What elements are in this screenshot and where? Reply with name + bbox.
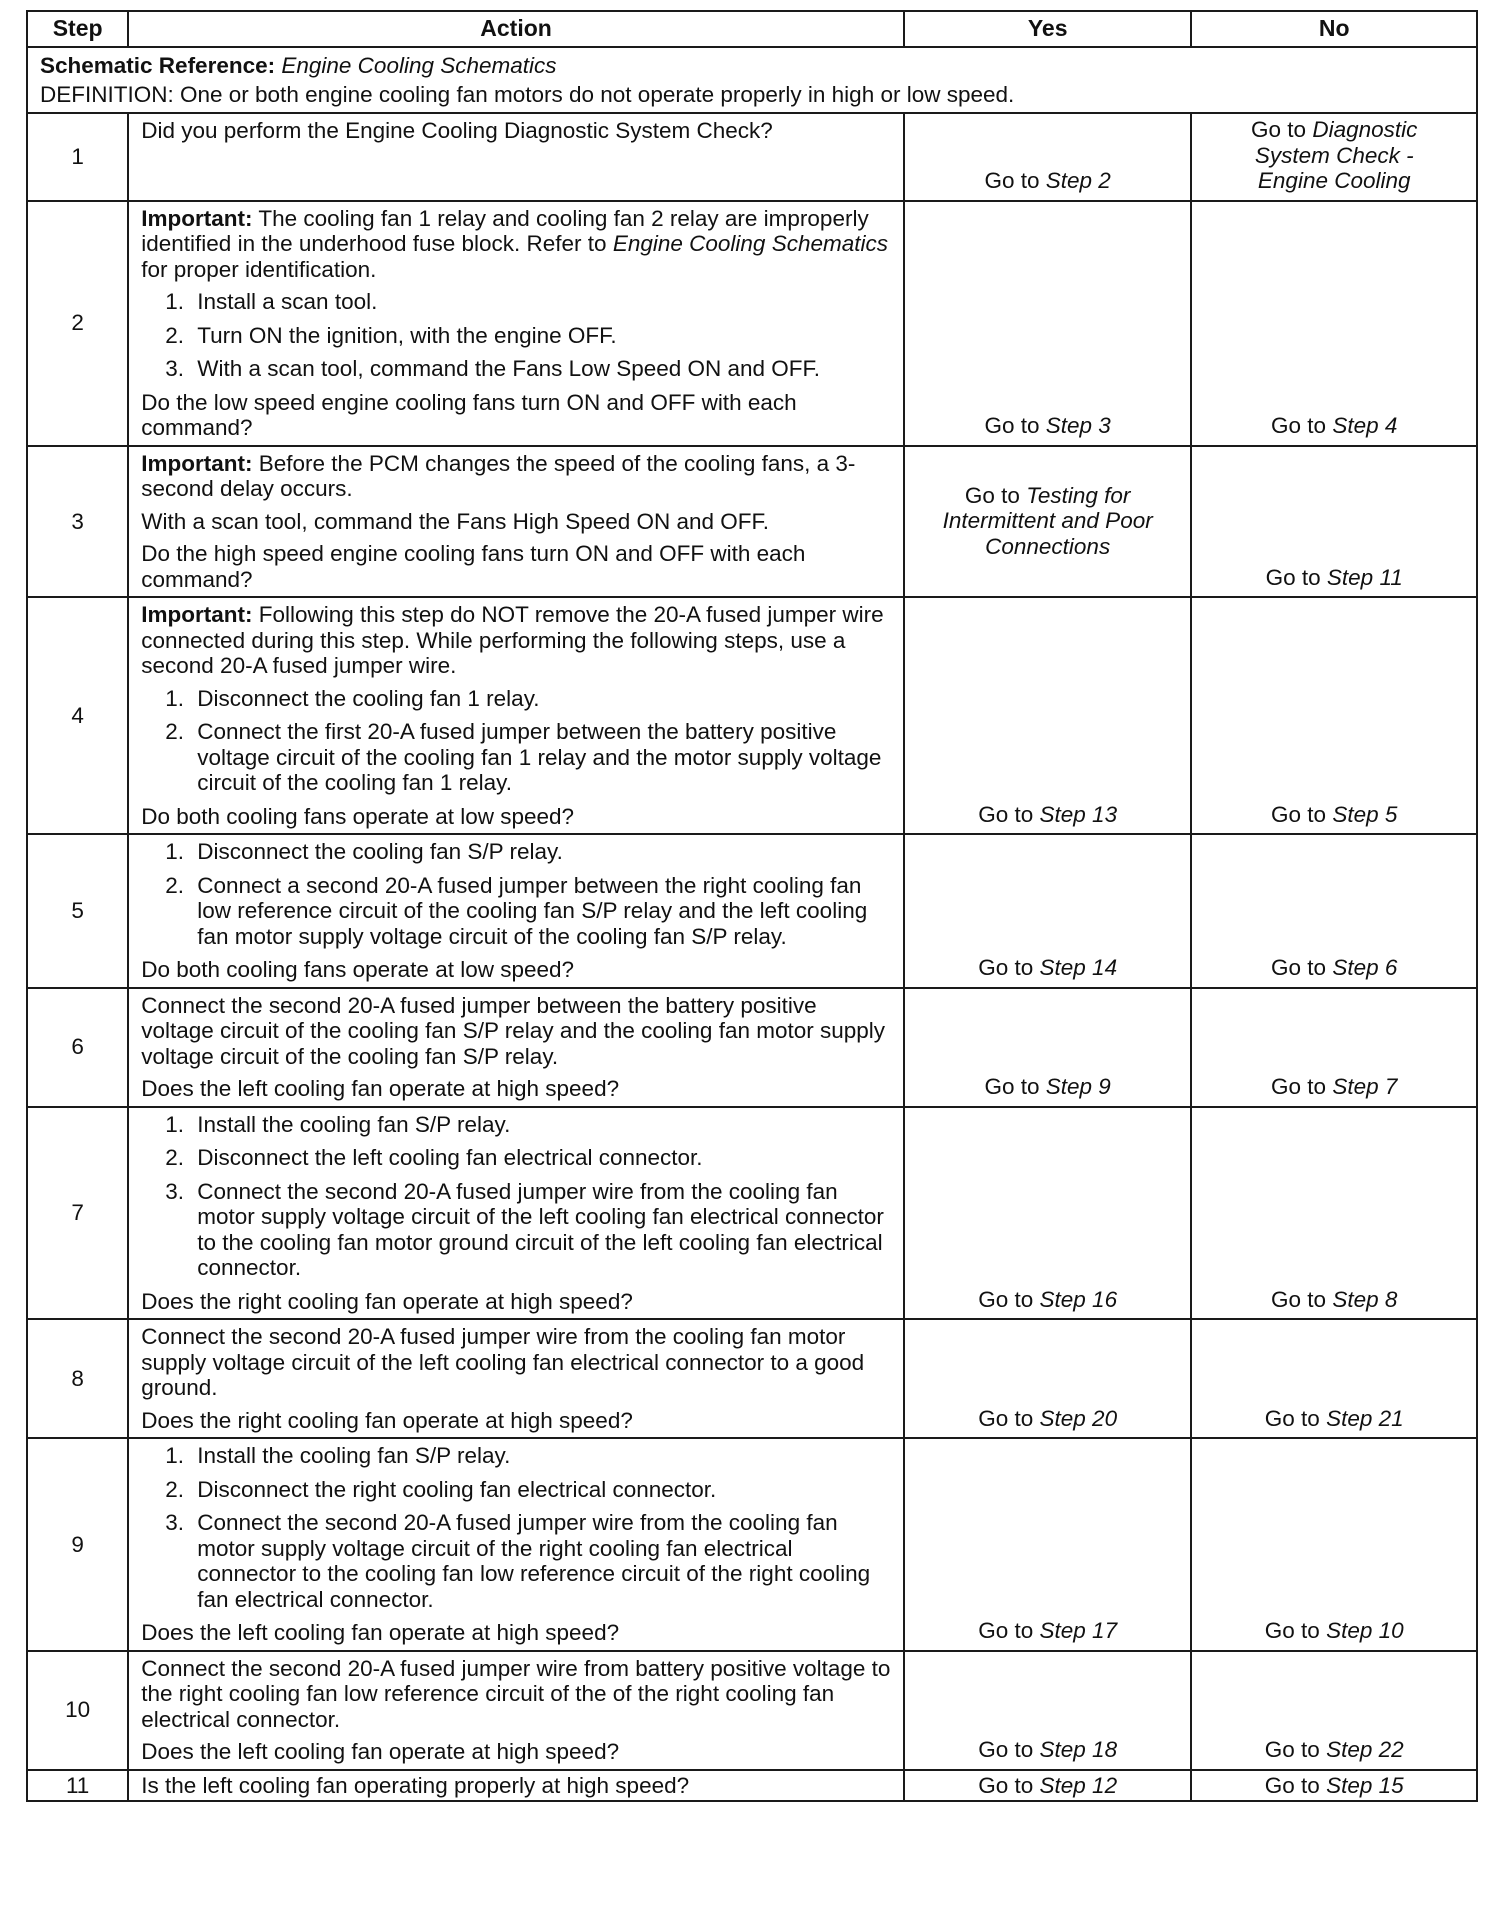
yes-link[interactable]: Step 2 bbox=[1045, 168, 1111, 193]
action-cell bbox=[128, 1770, 904, 1802]
schematic-link[interactable]: Engine Cooling Schematics bbox=[612, 231, 888, 256]
reference-row bbox=[27, 47, 1477, 113]
action-cell bbox=[128, 1651, 904, 1770]
no-link[interactable]: Step 6 bbox=[1332, 955, 1398, 980]
yes-cell: Go to Step 20 bbox=[904, 1319, 1192, 1438]
list-item: 1. Install the cooling fan S/P relay. bbox=[165, 1443, 511, 1468]
header-row bbox=[27, 11, 1477, 47]
yes-link[interactable]: Step 13 bbox=[1039, 801, 1118, 827]
yes-cell: Go to Step 17 bbox=[904, 1438, 1192, 1651]
no-cell bbox=[1191, 113, 1477, 201]
no-link[interactable]: Engine Cooling bbox=[1257, 168, 1411, 193]
no-cell: Go to Step 6 bbox=[1191, 834, 1477, 988]
action-cell bbox=[128, 446, 904, 598]
list-item: 1. Install the cooling fan S/P relay. bbox=[165, 1111, 511, 1137]
step-number: 3 bbox=[27, 446, 128, 598]
yes-link[interactable]: Step 9 bbox=[1045, 1074, 1111, 1099]
no-line bbox=[1198, 117, 1470, 143]
step-number: 11 bbox=[27, 1770, 128, 1802]
question: Does the left cooling fan operate at high speed? bbox=[141, 1076, 620, 1101]
question: Is the left cooling fan operating properly at high speed? bbox=[141, 1772, 690, 1798]
list-item: 1. Disconnect the cooling fan S/P relay. bbox=[165, 839, 563, 864]
no-link[interactable]: Step 11 bbox=[1326, 564, 1403, 590]
question: Does the left cooling fan operate at high speed? bbox=[141, 1620, 620, 1645]
yes-cell: Go to Testing for Intermittent and Poor Connections bbox=[904, 446, 1192, 598]
instruction-text: With a scan tool, command the Fans High Speed ON and OFF. bbox=[141, 508, 770, 534]
yes-link[interactable]: Step 14 bbox=[1039, 955, 1118, 980]
header-yes: Yes bbox=[904, 11, 1192, 47]
no-link[interactable]: Step 5 bbox=[1332, 801, 1398, 827]
action-cell bbox=[128, 988, 904, 1107]
table-row bbox=[27, 201, 1477, 446]
table-row bbox=[27, 1107, 1477, 1320]
no-cell: Go to Step 11 bbox=[1191, 446, 1477, 598]
action-cell bbox=[128, 1319, 904, 1438]
list-item: 3. Connect the second 20-A fused jumper wire from the cooling fan motor supply voltage circuit of the right cooling fan electrical connector to the cooling fan low reference circuit of the right cooling fan electrical connector. bbox=[165, 1510, 871, 1612]
instruction-text: Connect the second 20-A fused jumper between the battery positive voltage circuit of the cooling fan S/P relay and the cooling fan motor supply voltage circuit of the cooling fan S/P relay. bbox=[141, 992, 886, 1069]
no-cell: Go to Step 15 bbox=[1191, 1770, 1477, 1802]
instruction-text: Connect the second 20-A fused jumper wire from the cooling fan motor supply voltage circuit of the left cooling fan electrical connector to a good ground. bbox=[141, 1324, 865, 1400]
important-text: The cooling fan 1 relay and cooling fan 2 relay are improperly identified in the underhood fuse block. Refer to bbox=[141, 205, 869, 256]
table-row bbox=[27, 1438, 1477, 1651]
yes-cell: Go to Step 14 bbox=[904, 834, 1192, 988]
no-cell: Go to Step 7 bbox=[1191, 988, 1477, 1107]
step-number: 6 bbox=[27, 988, 128, 1107]
action-cell bbox=[128, 597, 904, 834]
table-row bbox=[27, 834, 1477, 988]
important-note bbox=[141, 206, 895, 283]
no-cell: Go to Step 10 bbox=[1191, 1438, 1477, 1651]
table-row bbox=[27, 1651, 1477, 1770]
no-link[interactable]: Step 8 bbox=[1332, 1286, 1398, 1312]
list-item: 3. With a scan tool, command the Fans Low Speed ON and OFF. bbox=[165, 356, 821, 381]
step-number: 9 bbox=[27, 1438, 128, 1651]
reference-cell bbox=[27, 47, 1477, 113]
diagnostic-page bbox=[26, 10, 1478, 1802]
yes-link[interactable]: Step 12 bbox=[1039, 1772, 1118, 1798]
question: Does the left cooling fan operate at high speed? bbox=[141, 1739, 620, 1764]
question: Do both cooling fans operate at low speed? bbox=[141, 957, 575, 982]
goto-label: Go to bbox=[1251, 117, 1307, 142]
no-link[interactable]: Diagnostic bbox=[1312, 117, 1418, 142]
step-number: 10 bbox=[27, 1651, 128, 1770]
list-item: 3. Connect the second 20-A fused jumper wire from the cooling fan motor supply voltage circuit of the left cooling fan electrical connector to the cooling fan motor ground circuit of the left cooling fan electrical connector. bbox=[165, 1178, 884, 1280]
list-item: 1. Disconnect the cooling fan 1 relay. bbox=[165, 685, 540, 711]
yes-link[interactable]: Step 17 bbox=[1039, 1618, 1118, 1643]
list-item: 2. Turn ON the ignition, with the engine OFF. bbox=[165, 322, 617, 348]
yes-link[interactable]: Step 18 bbox=[1039, 1737, 1118, 1762]
important-note: Important: Before the PCM changes the speed of the cooling fans, a 3-second delay occurs. bbox=[141, 450, 856, 501]
no-link[interactable]: Step 22 bbox=[1326, 1737, 1404, 1762]
reference-value: Engine Cooling Schematics bbox=[281, 53, 557, 78]
no-cell: Go to Step 4 bbox=[1191, 201, 1477, 446]
table-row bbox=[27, 1770, 1477, 1802]
yes-cell: Go to Step 3 bbox=[904, 201, 1192, 446]
action-cell bbox=[128, 1438, 904, 1651]
table-row bbox=[27, 446, 1477, 598]
instruction-text: Connect the second 20-A fused jumper wire from battery positive voltage to the right cooling fan low reference circuit of the of the right cooling fan electrical connector. bbox=[141, 1655, 891, 1732]
testing-link[interactable]: Testing for Intermittent and Poor Connections bbox=[942, 482, 1153, 559]
instruction-list bbox=[141, 1112, 895, 1281]
yes-cell: Go to Step 16 bbox=[904, 1107, 1192, 1320]
action-cell bbox=[128, 113, 904, 201]
question: Do both cooling fans operate at low speed? bbox=[141, 803, 575, 829]
step-number: 5 bbox=[27, 834, 128, 988]
header-action: Action bbox=[128, 11, 904, 47]
no-cell: Go to Step 8 bbox=[1191, 1107, 1477, 1320]
yes-cell: Go to Step 18 bbox=[904, 1651, 1192, 1770]
no-cell: Go to Step 21 bbox=[1191, 1319, 1477, 1438]
table-row bbox=[27, 597, 1477, 834]
step-number: 4 bbox=[27, 597, 128, 834]
yes-cell: Go to Step 12 bbox=[904, 1770, 1192, 1802]
table-row bbox=[27, 113, 1477, 201]
no-link[interactable]: Step 4 bbox=[1332, 413, 1398, 438]
step-number: 2 bbox=[27, 201, 128, 446]
step-number: 8 bbox=[27, 1319, 128, 1438]
table-row bbox=[27, 1319, 1477, 1438]
action-cell bbox=[128, 834, 904, 988]
no-link[interactable]: Step 7 bbox=[1332, 1074, 1398, 1099]
list-item: 2. Disconnect the right cooling fan electrical connector. bbox=[165, 1476, 717, 1502]
header-no: No bbox=[1191, 11, 1477, 47]
yes-cell: Go to Step 9 bbox=[904, 988, 1192, 1107]
list-item: 2. Connect the first 20-A fused jumper between the battery positive voltage circuit of the cooling fan 1 relay and the motor supply voltage circuit of the cooling fan 1 relay. bbox=[165, 719, 882, 795]
yes-cell bbox=[904, 113, 1192, 201]
list-item: 2. Connect a second 20-A fused jumper between the right cooling fan low reference circuit of the cooling fan S/P relay and the left cooling fan motor supply voltage circuit of the cooling fan S/P relay. bbox=[165, 872, 868, 949]
no-cell: Go to Step 22 bbox=[1191, 1651, 1477, 1770]
question: Did you perform the Engine Cooling Diagnostic System Check? bbox=[141, 118, 773, 143]
reference-label: Schematic Reference: bbox=[40, 53, 276, 78]
step-number: 7 bbox=[27, 1107, 128, 1320]
important-note: Important: Following this step do NOT remove the 20-A fused jumper wire connected during this step. While performing the following steps, use a second 20-A fused jumper wire. bbox=[141, 602, 884, 678]
table-row bbox=[27, 988, 1477, 1107]
instruction-list bbox=[141, 289, 895, 382]
no-link[interactable]: Step 10 bbox=[1326, 1618, 1404, 1643]
no-link[interactable]: System Check - bbox=[1254, 142, 1414, 168]
yes-cell: Go to Step 13 bbox=[904, 597, 1192, 834]
no-cell: Go to Step 5 bbox=[1191, 597, 1477, 834]
step-number: 1 bbox=[27, 113, 128, 201]
list-item: 2. Disconnect the left cooling fan electrical connector. bbox=[165, 1145, 703, 1170]
instruction-list bbox=[141, 839, 895, 949]
important-label: Important: bbox=[141, 205, 253, 231]
instruction-list bbox=[141, 1443, 895, 1612]
no-link[interactable]: Step 15 bbox=[1326, 1772, 1404, 1798]
yes-link[interactable]: Step 3 bbox=[1045, 413, 1111, 438]
instruction-list bbox=[141, 686, 895, 796]
action-cell bbox=[128, 1107, 904, 1320]
goto-label: Go to bbox=[984, 168, 1040, 193]
header-step: Step bbox=[27, 11, 128, 47]
question: Do the high speed engine cooling fans turn ON and OFF with each command? bbox=[141, 541, 806, 592]
important-text: for proper identification. bbox=[141, 256, 377, 282]
question: Do the low speed engine cooling fans turn ON and OFF with each command? bbox=[141, 389, 797, 440]
definition: DEFINITION: One or both engine cooling fan motors do not operate properly in high or low speed. bbox=[40, 82, 1015, 107]
list-item: 1. Install a scan tool. bbox=[165, 289, 378, 314]
no-link[interactable]: Step 21 bbox=[1326, 1405, 1404, 1431]
yes-link[interactable]: Step 20 bbox=[1039, 1405, 1118, 1431]
action-cell bbox=[128, 201, 904, 446]
question: Does the right cooling fan operate at high speed? bbox=[141, 1288, 633, 1314]
yes-link[interactable]: Step 16 bbox=[1039, 1286, 1118, 1312]
schematic-reference bbox=[40, 51, 1476, 80]
diagnostic-table bbox=[26, 10, 1478, 1802]
question: Does the right cooling fan operate at high speed? bbox=[141, 1407, 633, 1433]
